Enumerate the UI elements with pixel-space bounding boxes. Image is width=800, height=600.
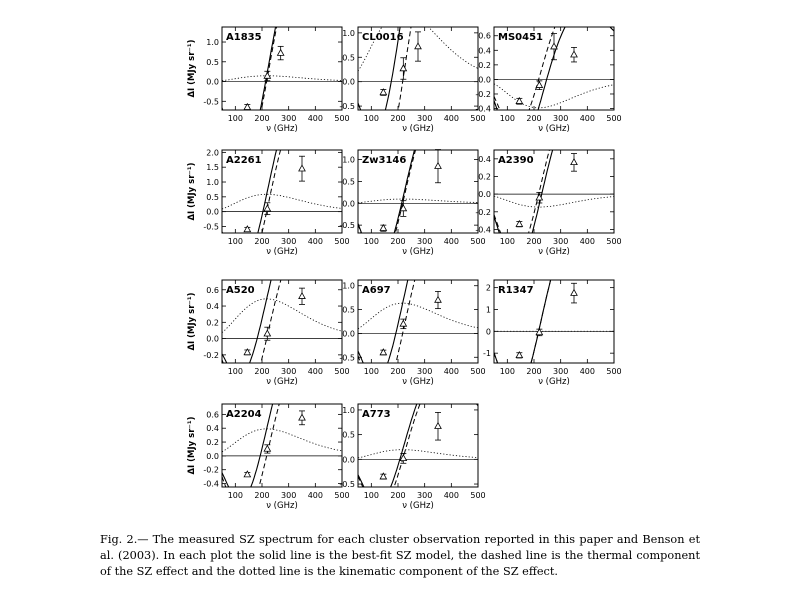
x-tick-label: 100 <box>363 114 379 123</box>
triangle-marker <box>435 163 441 169</box>
x-tick-label: 300 <box>553 114 569 123</box>
triangle-marker <box>435 297 441 303</box>
y-tick-label: -0.5 <box>203 97 219 107</box>
data-point <box>571 47 577 62</box>
x-axis-label: ν (GHz) <box>402 124 434 134</box>
y-tick-label: 0.6 <box>206 410 219 420</box>
caption-text: The measured SZ spectrum for each cluster observation reported in this paper and Benson et al. (2003). In each plot the solid line is the best-fit SZ model, the dashed line is the thermal component of the SZ effect and the dotted line is the kinematic component of the SZ effect. <box>100 533 700 578</box>
y-tick-label: -0.2 <box>475 207 491 217</box>
y-tick-label: -0.5 <box>339 353 355 363</box>
triangle-marker <box>536 329 542 335</box>
x-axis-label: ν (GHz) <box>266 247 298 257</box>
data-point <box>380 225 386 232</box>
y-tick-label: 0 <box>485 327 491 337</box>
triangle-marker <box>277 50 283 56</box>
x-tick-label: 200 <box>390 491 406 500</box>
x-tick-label: 100 <box>363 367 379 376</box>
triangle-marker <box>264 73 270 79</box>
x-tick-label: 500 <box>334 114 350 123</box>
x-axis-label: ν (GHz) <box>538 124 570 134</box>
x-tick-label: 100 <box>363 237 379 246</box>
triangle-marker <box>415 43 421 49</box>
x-tick-label: 300 <box>553 237 569 246</box>
y-tick-label: -0.5 <box>203 222 219 232</box>
cluster-name: A1835 <box>226 32 262 43</box>
x-tick-label: 100 <box>227 367 243 376</box>
y-axis-label: ΔI (MJy sr⁻¹) <box>187 416 197 475</box>
data-point <box>551 34 557 60</box>
data-point <box>435 412 441 440</box>
y-tick-label: 1.0 <box>342 155 355 165</box>
y-tick-label: -0.4 <box>475 104 491 114</box>
y-tick-label: -0.5 <box>339 102 355 112</box>
data-point <box>277 46 283 59</box>
y-tick-label: -0.5 <box>339 221 355 231</box>
x-tick-label: 300 <box>417 237 433 246</box>
y-tick-label: 0.5 <box>206 57 219 67</box>
y-tick-label: 0.2 <box>478 60 491 70</box>
x-tick-label: 300 <box>281 491 297 500</box>
thermal-component-line <box>358 376 478 511</box>
data-point <box>571 283 577 303</box>
cluster-name: A773 <box>362 409 391 420</box>
triangle-marker <box>435 423 441 429</box>
data-point <box>516 352 522 358</box>
panel-ms0451 <box>475 0 621 151</box>
triangle-marker <box>264 330 270 336</box>
triangle-marker <box>571 51 577 57</box>
x-axis-label: ν (GHz) <box>402 247 434 257</box>
data-point <box>380 89 386 95</box>
x-axis-label: ν (GHz) <box>266 124 298 134</box>
kinematic-component-line <box>222 194 342 209</box>
triangle-marker <box>571 159 577 165</box>
x-tick-label: 200 <box>390 237 406 246</box>
x-tick-label: 400 <box>307 114 323 123</box>
data-point <box>244 104 250 110</box>
data-point <box>244 471 250 477</box>
kinematic-component-line <box>358 303 478 329</box>
y-tick-label: 0.0 <box>342 77 355 87</box>
y-tick-label: -0.2 <box>203 350 219 360</box>
y-tick-label: -0.4 <box>203 479 219 489</box>
kinematic-component-line <box>358 450 478 458</box>
panel-zw3146 <box>339 97 485 266</box>
y-tick-label: 0.5 <box>206 192 219 202</box>
triangle-marker <box>244 471 250 477</box>
panel-a2390 <box>475 89 622 265</box>
data-point <box>244 226 250 232</box>
y-tick-label: 1.0 <box>342 28 355 38</box>
y-tick-label: -0.5 <box>339 480 355 490</box>
y-tick-label: 0.4 <box>206 424 219 434</box>
x-tick-label: 400 <box>579 367 595 376</box>
y-tick-label: 0.0 <box>206 334 219 344</box>
y-tick-label: -0.2 <box>475 89 491 99</box>
y-tick-label: 1.5 <box>206 163 219 173</box>
x-tick-label: 500 <box>470 237 486 246</box>
triangle-marker <box>400 320 406 326</box>
thermal-component-line <box>494 0 614 130</box>
model-curves <box>358 370 478 510</box>
data-point <box>264 203 270 215</box>
data-point <box>516 221 522 227</box>
caption-label: Fig. 2.— <box>100 533 149 546</box>
y-tick-label: 0.5 <box>342 430 355 440</box>
panel-a773 <box>339 370 485 511</box>
cluster-name: Zw3146 <box>362 155 407 166</box>
y-tick-label: 1 <box>485 305 491 315</box>
y-tick-label: 0.2 <box>206 318 219 328</box>
x-tick-label: 300 <box>417 367 433 376</box>
y-tick-label: 0.4 <box>206 302 219 312</box>
y-tick-label: -0.2 <box>203 465 219 475</box>
x-tick-label: 200 <box>390 367 406 376</box>
x-tick-label: 400 <box>307 237 323 246</box>
panel-a1835 <box>187 0 350 163</box>
kinematic-component-line <box>222 299 342 333</box>
x-tick-label: 100 <box>227 114 243 123</box>
data-point <box>380 349 386 355</box>
x-tick-label: 300 <box>281 367 297 376</box>
data-point <box>244 349 250 355</box>
y-tick-label: 0.4 <box>478 46 491 56</box>
y-tick-label: 0.2 <box>478 172 491 182</box>
x-axis-label: ν (GHz) <box>266 501 298 511</box>
x-tick-label: 100 <box>227 237 243 246</box>
x-tick-label: 300 <box>281 114 297 123</box>
triangle-marker <box>536 82 542 88</box>
x-tick-label: 400 <box>443 367 459 376</box>
triangle-marker <box>264 445 270 451</box>
y-tick-label: 0.5 <box>342 53 355 63</box>
x-tick-label: 400 <box>443 114 459 123</box>
panel-a697 <box>339 206 485 400</box>
x-axis-label: ν (GHz) <box>402 501 434 511</box>
y-tick-label: 0.0 <box>342 455 355 465</box>
data-point <box>435 291 441 308</box>
data-point <box>400 58 406 79</box>
x-tick-label: 200 <box>526 367 542 376</box>
x-tick-label: 500 <box>334 367 350 376</box>
triangle-marker <box>380 225 386 231</box>
triangle-marker <box>299 165 305 171</box>
x-tick-label: 200 <box>254 491 270 500</box>
data-point <box>264 445 270 453</box>
y-tick-label: 0.0 <box>342 329 355 339</box>
cluster-name: CL0016 <box>362 32 404 43</box>
triangle-marker <box>551 43 557 49</box>
x-tick-label: 100 <box>227 491 243 500</box>
panel-a2204 <box>187 334 350 518</box>
y-axis-label: ΔI (MJy sr⁻¹) <box>187 162 197 221</box>
x-tick-label: 100 <box>499 237 515 246</box>
data-point <box>299 411 305 425</box>
data-point <box>435 150 441 183</box>
triangle-marker <box>571 290 577 296</box>
y-tick-label: 2 <box>485 283 491 293</box>
kinematic-component-line <box>222 76 342 81</box>
cluster-name: A2204 <box>226 409 262 420</box>
x-tick-label: 500 <box>470 491 486 500</box>
data-point <box>536 329 542 336</box>
x-tick-label: 500 <box>606 367 622 376</box>
x-tick-label: 500 <box>606 114 622 123</box>
x-tick-label: 400 <box>307 367 323 376</box>
best-fit-line <box>358 0 478 133</box>
y-tick-label: 0.5 <box>342 177 355 187</box>
x-tick-label: 400 <box>307 491 323 500</box>
y-tick-label: 2.0 <box>206 148 219 158</box>
kinematic-component-line <box>358 199 478 203</box>
cluster-name: A520 <box>226 285 255 296</box>
x-tick-label: 200 <box>254 114 270 123</box>
x-tick-label: 200 <box>526 114 542 123</box>
x-tick-label: 300 <box>417 491 433 500</box>
y-tick-label: -1 <box>483 349 491 359</box>
kinematic-component-line <box>494 84 614 108</box>
x-tick-label: 300 <box>553 367 569 376</box>
y-tick-label: 1.0 <box>206 178 219 188</box>
y-tick-label: 0.0 <box>478 190 491 200</box>
x-tick-label: 500 <box>334 237 350 246</box>
x-tick-label: 200 <box>254 367 270 376</box>
triangle-marker <box>299 414 305 420</box>
x-tick-label: 300 <box>281 237 297 246</box>
y-tick-label: -0.4 <box>475 225 491 235</box>
figure-caption <box>100 532 700 580</box>
cluster-name: A697 <box>362 285 391 296</box>
x-tick-label: 200 <box>390 114 406 123</box>
x-tick-label: 400 <box>443 237 459 246</box>
data-point <box>380 473 386 479</box>
cluster-name: MS0451 <box>498 32 543 43</box>
cluster-name: A2261 <box>226 155 262 166</box>
y-tick-label: 0.0 <box>342 199 355 209</box>
y-tick-label: 0.0 <box>206 77 219 87</box>
x-tick-label: 200 <box>254 237 270 246</box>
data-point <box>264 71 270 80</box>
x-tick-label: 100 <box>499 114 515 123</box>
kinematic-component-line <box>494 196 614 207</box>
x-tick-label: 200 <box>526 237 542 246</box>
triangle-marker <box>264 205 270 211</box>
y-tick-label: 0.4 <box>478 154 491 164</box>
x-tick-label: 500 <box>334 491 350 500</box>
data-point <box>415 32 421 61</box>
y-tick-label: 0.5 <box>342 305 355 315</box>
x-tick-label: 500 <box>606 237 622 246</box>
x-tick-label: 400 <box>579 114 595 123</box>
y-tick-label: 0.0 <box>206 207 219 217</box>
y-axis-label: ΔI (MJy sr⁻¹) <box>187 39 197 98</box>
x-tick-label: 500 <box>470 367 486 376</box>
panel-cl0016 <box>339 0 485 178</box>
x-axis-label: ν (GHz) <box>538 247 570 257</box>
y-tick-label: 1.0 <box>342 405 355 415</box>
x-tick-label: 400 <box>579 237 595 246</box>
y-tick-label: 0.6 <box>206 285 219 295</box>
y-axis-label: ΔI (MJy sr⁻¹) <box>187 292 197 351</box>
x-tick-label: 500 <box>470 114 486 123</box>
y-tick-label: 0.2 <box>206 438 219 448</box>
x-axis-label: ν (GHz) <box>538 377 570 387</box>
data-point <box>299 288 305 304</box>
cluster-name: A2390 <box>498 155 534 166</box>
cluster-name: R1347 <box>498 285 534 296</box>
data-point <box>299 156 305 181</box>
triangle-marker <box>299 293 305 299</box>
x-tick-label: 300 <box>417 114 433 123</box>
x-tick-label: 100 <box>363 491 379 500</box>
y-tick-label: 1.0 <box>206 38 219 48</box>
x-axis-label: ν (GHz) <box>266 377 298 387</box>
kinematic-component-line <box>222 429 342 452</box>
data-point <box>571 154 577 172</box>
data-point <box>536 81 542 90</box>
y-tick-label: 0.0 <box>206 451 219 461</box>
x-tick-label: 400 <box>443 491 459 500</box>
best-fit-line <box>358 370 478 503</box>
x-tick-label: 100 <box>499 367 515 376</box>
x-axis-label: ν (GHz) <box>402 377 434 387</box>
triangle-marker <box>244 226 250 232</box>
y-tick-label: 0.6 <box>478 31 491 41</box>
y-tick-label: 0.0 <box>478 75 491 85</box>
y-tick-label: 1.0 <box>342 281 355 291</box>
